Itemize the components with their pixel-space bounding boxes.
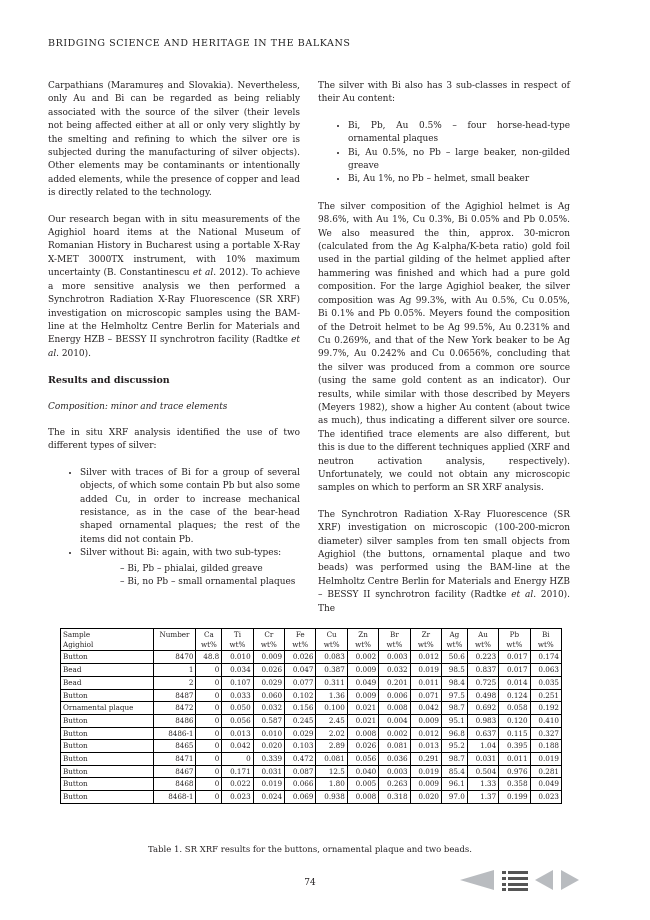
table-cell: 0.035 xyxy=(530,676,561,689)
table-cell: 0.156 xyxy=(285,702,316,715)
table-cell: 2.02 xyxy=(316,727,347,740)
table-row xyxy=(61,714,562,727)
table-cell: 0.124 xyxy=(499,689,530,702)
triangle-right-icon[interactable] xyxy=(560,869,580,895)
table-row xyxy=(61,651,562,664)
table-cell: 0.024 xyxy=(253,791,284,804)
list-item: • Silver with traces of Bi for a group of several objects, of which some contain Pb but also some added Cu, in order to increase mechanical resistance, as in the case of the bear-head shaped ornamental plaques; the rest of the items did not contain Pb. xyxy=(80,467,300,547)
table-cell: 0.009 xyxy=(253,651,284,664)
table-cell: 0.011 xyxy=(410,676,441,689)
table-row xyxy=(61,727,562,740)
sub-list xyxy=(80,563,300,590)
table-cell: 0.071 xyxy=(410,689,441,702)
table-cell: 8486 xyxy=(153,714,196,727)
column-header: Sample Agighiol xyxy=(61,629,154,651)
list-item: • Silver without Bi: again, with two sub-types: – Bi, Pb – phialai, gilded greave – Bi, no Pb – small ornamental plaques xyxy=(80,547,300,589)
table-cell: 0.017 xyxy=(499,651,530,664)
table-cell: 0.058 xyxy=(499,702,530,715)
table-cell: 98.4 xyxy=(442,676,468,689)
table-cell: 0.014 xyxy=(499,676,530,689)
table-cell: 0.021 xyxy=(347,714,378,727)
list-item: • Bi, Au 0.5%, no Pb – large beaker, non-gilded greave xyxy=(348,147,570,174)
column-header: Zn wt% xyxy=(347,629,378,651)
left-paragraph-2: Our research began with in situ measurements of the Agighiol hoard items at the National Museum of Romanian History in Bucharest using a portable X-Ray X-MET 3000TX instrument, with 10% maximum uncertainty (B. Constantinescu et al. 2012). To achieve a more sensitive analysis we then performed a Synchrotron Radiation X-Ray Fluorescence (SR XRF) investigation on microscopic samples using the BAM-line at the Helmholtz Centre Berlin for Materials and Energy HZB – BESSY II synchrotron facility (Radtke et al. 2010). xyxy=(48,214,301,359)
table-cell: 0.034 xyxy=(222,664,253,677)
table-cell: Button xyxy=(61,714,154,727)
table-cell: 0.056 xyxy=(222,714,253,727)
table-cell: 0.245 xyxy=(285,714,316,727)
table-cell: 0 xyxy=(196,676,222,689)
column-header: Bi wt% xyxy=(530,629,561,651)
table-cell: 96.1 xyxy=(442,778,468,791)
table-row xyxy=(61,753,562,766)
table-cell: 0.017 xyxy=(499,664,530,677)
table-cell: 0.009 xyxy=(347,664,378,677)
table-cell: 0.395 xyxy=(499,740,530,753)
table-cell: 0.031 xyxy=(467,753,498,766)
table-cell: 0.013 xyxy=(222,727,253,740)
list-item: • Bi, Au 1%, no Pb – helmet, small beaker xyxy=(348,173,570,186)
table-cell: 0.019 xyxy=(253,778,284,791)
table-row xyxy=(61,689,562,702)
table-cell: 0.026 xyxy=(285,651,316,664)
table-row xyxy=(61,778,562,791)
table-body xyxy=(61,651,562,803)
table-cell: 0.107 xyxy=(222,676,253,689)
table-cell: 0 xyxy=(196,702,222,715)
table-cell: 0.410 xyxy=(530,714,561,727)
table-cell: 1.36 xyxy=(316,689,347,702)
table-cell: 8468 xyxy=(153,778,196,791)
table-cell: 8465 xyxy=(153,740,196,753)
table-cell: 8470 xyxy=(153,651,196,664)
table-cell: 0.339 xyxy=(253,753,284,766)
table-cell: 2.89 xyxy=(316,740,347,753)
column-header: Zr wt% xyxy=(410,629,441,651)
table-cell: 0.013 xyxy=(410,740,441,753)
table-cell: 0 xyxy=(196,664,222,677)
table-cell: 0.003 xyxy=(379,651,410,664)
table-cell: Button xyxy=(61,791,154,804)
table-cell: 8467 xyxy=(153,765,196,778)
table-cell: 0.009 xyxy=(410,778,441,791)
table-cell: 0.938 xyxy=(316,791,347,804)
table-cell: 1.33 xyxy=(467,778,498,791)
table-cell: 0.019 xyxy=(530,753,561,766)
column-header: Ca wt% xyxy=(196,629,222,651)
table-cell: 0.060 xyxy=(253,689,284,702)
table-cell: 0.318 xyxy=(379,791,410,804)
table-cell: 0.069 xyxy=(285,791,316,804)
table-cell: 0.327 xyxy=(530,727,561,740)
table-cell: 48.8 xyxy=(196,651,222,664)
table-row xyxy=(61,740,562,753)
column-header: Cu wt% xyxy=(316,629,347,651)
table-row xyxy=(61,664,562,677)
table-cell: Button xyxy=(61,727,154,740)
list-item: – Bi, Pb – phialai, gilded greave xyxy=(120,563,300,576)
table-cell: Button xyxy=(61,689,154,702)
table-cell: 0.020 xyxy=(253,740,284,753)
table-cell: 0.081 xyxy=(316,753,347,766)
table-cell: 0.063 xyxy=(530,664,561,677)
table-cell: 8472 xyxy=(153,702,196,715)
table-cell: 0.047 xyxy=(285,664,316,677)
table-cell: 0.010 xyxy=(222,651,253,664)
table-cell: 0.003 xyxy=(379,765,410,778)
table-cell: 0.291 xyxy=(410,753,441,766)
table-cell: 0.081 xyxy=(379,740,410,753)
table-cell: 0.012 xyxy=(410,651,441,664)
column-header: Number xyxy=(153,629,196,651)
table-cell: 8486-1 xyxy=(153,727,196,740)
table-cell: 0.032 xyxy=(253,702,284,715)
table-cell: 0.192 xyxy=(530,702,561,715)
table-cell: 0 xyxy=(196,689,222,702)
table-cell: 0.040 xyxy=(347,765,378,778)
table-cell: 0.199 xyxy=(499,791,530,804)
list-item: – Bi, no Pb – small ornamental plaques xyxy=(120,576,300,589)
table-cell: 0.083 xyxy=(316,651,347,664)
page-number: 74 xyxy=(304,878,316,888)
table-cell: 0.012 xyxy=(410,727,441,740)
table-cell: 0.983 xyxy=(467,714,498,727)
table-cell: 0.029 xyxy=(285,727,316,740)
table-cell: 0.223 xyxy=(467,651,498,664)
table-cell: Button xyxy=(61,765,154,778)
table-row xyxy=(61,702,562,715)
table-cell: 0.504 xyxy=(467,765,498,778)
column-header: Br wt% xyxy=(379,629,410,651)
table-cell: 0.036 xyxy=(379,753,410,766)
left-paragraph-3: The in situ XRF analysis identified the use of two different types of silver: xyxy=(48,427,300,452)
table-cell: 0.725 xyxy=(467,676,498,689)
table-row xyxy=(61,765,562,778)
table-cell: 85.4 xyxy=(442,765,468,778)
table-cell: 0.050 xyxy=(222,702,253,715)
table-cell: 0.004 xyxy=(379,714,410,727)
table-cell: 50.6 xyxy=(442,651,468,664)
table-cell: Bead xyxy=(61,676,154,689)
table-cell: 0.010 xyxy=(253,727,284,740)
table-cell: 0.251 xyxy=(530,689,561,702)
table-cell: 0 xyxy=(196,753,222,766)
table-cell: Ornamental plaque xyxy=(61,702,154,715)
table-cell: 0.008 xyxy=(347,791,378,804)
table-cell: 0.077 xyxy=(285,676,316,689)
table-cell: 0.358 xyxy=(499,778,530,791)
page-navigation xyxy=(458,869,580,895)
table-cell: Button xyxy=(61,753,154,766)
table-cell: 95.2 xyxy=(442,740,468,753)
table-cell: 0.023 xyxy=(222,791,253,804)
table-cell: 0.002 xyxy=(347,651,378,664)
table-cell: 2 xyxy=(153,676,196,689)
subclass-list xyxy=(318,120,570,187)
table-cell: 0 xyxy=(196,791,222,804)
left-paragraph-1: Carpathians (Maramureș and Slovakia). Nevertheless, only Au and Bi can be regarded as being reliably associated with the source of the silver (their levels not being affected either at all or only very slightly by the smelting and refining to which the silver ore is subjected during the manufacturing of silver objects). Other elements may be contaminants or intentionally added elements, while the presence of copper and lead is directly related to the technology. xyxy=(48,81,300,199)
table-cell: 0 xyxy=(196,778,222,791)
table-cell: 0.022 xyxy=(222,778,253,791)
table-cell: 0.021 xyxy=(347,702,378,715)
table-cell: 0.100 xyxy=(316,702,347,715)
table-cell: 0.049 xyxy=(347,676,378,689)
table-cell: 98.7 xyxy=(442,702,468,715)
table-cell: 0.056 xyxy=(347,753,378,766)
table-row xyxy=(61,791,562,804)
table-cell: 0.115 xyxy=(499,727,530,740)
right-paragraph-3: The Synchrotron Radiation X-Ray Fluorescence (SR XRF) investigation on microscopic (100-200-micron diameter) silver samples from ten small objects from Agighiol (the buttons, ornamental plaque and two beads) was performed using the BAM-line at the Helmholtz Centre Berlin for Materials and Energy HZB – BESSY II synchrotron facility (Radtke et al. 2010). The xyxy=(318,509,570,614)
table-cell: 0.472 xyxy=(285,753,316,766)
column-header: Cr wt% xyxy=(253,629,284,651)
table-cell: 8487 xyxy=(153,689,196,702)
table-cell: 0 xyxy=(222,753,253,766)
table-cell: 0.102 xyxy=(285,689,316,702)
table-cell: Button xyxy=(61,651,154,664)
table-cell: 0.587 xyxy=(253,714,284,727)
table-header-row xyxy=(61,629,562,651)
table-cell: 0.042 xyxy=(222,740,253,753)
table-cell: 0.033 xyxy=(222,689,253,702)
table-cell: 0.042 xyxy=(410,702,441,715)
table-cell: 0.029 xyxy=(253,676,284,689)
table-cell: 0.201 xyxy=(379,676,410,689)
table-cell: 0 xyxy=(196,714,222,727)
table-cell: 0.171 xyxy=(222,765,253,778)
table-cell: 0.006 xyxy=(379,689,410,702)
subsection-heading: Composition: minor and trace elements xyxy=(48,401,228,412)
silver-types-list xyxy=(48,467,300,590)
section-heading: Results and discussion xyxy=(48,375,170,387)
table-cell: 0.032 xyxy=(379,664,410,677)
column-header: Au wt% xyxy=(467,629,498,651)
right-column xyxy=(318,80,570,629)
table-cell: Button xyxy=(61,740,154,753)
triangle-left-icon[interactable] xyxy=(458,869,496,895)
table-cell: 2.45 xyxy=(316,714,347,727)
list-item: • Bi, Pb, Au 0.5% – four horse-head-type ornamental plaques xyxy=(348,120,570,147)
table-row xyxy=(61,676,562,689)
table-cell: 0.837 xyxy=(467,664,498,677)
table-cell: 1.04 xyxy=(467,740,498,753)
xrf-results-table xyxy=(60,628,562,804)
table-cell: 0.066 xyxy=(285,778,316,791)
list-menu-icon[interactable] xyxy=(502,869,528,895)
table-cell: 8471 xyxy=(153,753,196,766)
table-caption: Table 1. SR XRF results for the buttons, ornamental plaque and two beads. xyxy=(148,845,472,855)
table-cell: 0.020 xyxy=(410,791,441,804)
table-cell: 0.174 xyxy=(530,651,561,664)
table-cell: 1.80 xyxy=(316,778,347,791)
table-cell: 0.009 xyxy=(410,714,441,727)
table-cell: 0.026 xyxy=(347,740,378,753)
table-cell: 0.005 xyxy=(347,778,378,791)
table-cell: 0 xyxy=(196,727,222,740)
table-cell: 0.976 xyxy=(499,765,530,778)
table-cell: 0.637 xyxy=(467,727,498,740)
table-cell: 0.008 xyxy=(379,702,410,715)
column-header: Ti wt% xyxy=(222,629,253,651)
running-title: BRIDGING SCIENCE AND HERITAGE IN THE BALKANS xyxy=(48,38,351,49)
right-paragraph-1: The silver with Bi also has 3 sub-classes in respect of their Au content: xyxy=(318,81,570,105)
table-cell: 0.387 xyxy=(316,664,347,677)
table-cell: 0.103 xyxy=(285,740,316,753)
table-cell: 97.5 xyxy=(442,689,468,702)
table-cell: Button xyxy=(61,778,154,791)
table-cell: 0.019 xyxy=(410,765,441,778)
triangle-left-small-icon[interactable] xyxy=(534,869,554,895)
column-header: Fe wt% xyxy=(285,629,316,651)
table-cell: 0.026 xyxy=(253,664,284,677)
table-cell: 8468-1 xyxy=(153,791,196,804)
table-cell: 1.37 xyxy=(467,791,498,804)
right-paragraph-2: The silver composition of the Agighiol helmet is Ag 98.6%, with Au 1%, Cu 0.3%, Bi 0.05% and Pb 0.05%. We also measured the thin, approx. 30-micron (calculated from the Ag K-alpha/K-beta ratio) gold foil used in the partial gilding of the helmet applied after hammering was finished and which had a pure gold composition. For the large Agighiol beaker, the silver composition was Ag 99.3%, with Au 0.5%, Cu 0.05%, Bi 0.1% and Pb 0.05%. Meyers found the composition of the Detroit helmet to be Ag 99.5%, Au 0.231% and Cu 0.269%, and that of the New York beaker to be Ag 99.7%, Au 0.242% and Cu 0.0656%, concluding that the silver was produced from a common ore source (using the same gold content as an indicator). Our results, while similar with those described by Meyers (Meyers 1982), show a higher Au content (about twice as much), thus indicating a different silver ore source. The identified trace elements are also different, but this is due to the different techniques applied (XRF and neutron activation analysis, respectively). Unfortunately, we could not obtain any microscopic samples on which to perform an SR XRF analysis. xyxy=(318,201,571,494)
table-cell: 0.087 xyxy=(285,765,316,778)
table-cell: 0.120 xyxy=(499,714,530,727)
column-header: Pb wt% xyxy=(499,629,530,651)
table-cell: 0.002 xyxy=(379,727,410,740)
left-column xyxy=(48,80,300,603)
table-cell: 98.5 xyxy=(442,664,468,677)
table-cell: 0 xyxy=(196,740,222,753)
table-cell: Bead xyxy=(61,664,154,677)
table-cell: 1 xyxy=(153,664,196,677)
table-cell: 96.8 xyxy=(442,727,468,740)
table-cell: 0.031 xyxy=(253,765,284,778)
table-cell: 0.498 xyxy=(467,689,498,702)
column-header: Ag wt% xyxy=(442,629,468,651)
table-cell: 12.5 xyxy=(316,765,347,778)
table-cell: 0.049 xyxy=(530,778,561,791)
table-cell: 0.009 xyxy=(347,689,378,702)
table-cell: 0.311 xyxy=(316,676,347,689)
table-cell: 0 xyxy=(196,765,222,778)
table-cell: 0.281 xyxy=(530,765,561,778)
table-cell: 0.692 xyxy=(467,702,498,715)
table-cell: 0.263 xyxy=(379,778,410,791)
table-cell: 97.0 xyxy=(442,791,468,804)
table-cell: 0.011 xyxy=(499,753,530,766)
table-cell: 0.188 xyxy=(530,740,561,753)
table-cell: 0.019 xyxy=(410,664,441,677)
table-cell: 0.023 xyxy=(530,791,561,804)
table-cell: 0.008 xyxy=(347,727,378,740)
table-cell: 98.7 xyxy=(442,753,468,766)
table-cell: 95.1 xyxy=(442,714,468,727)
